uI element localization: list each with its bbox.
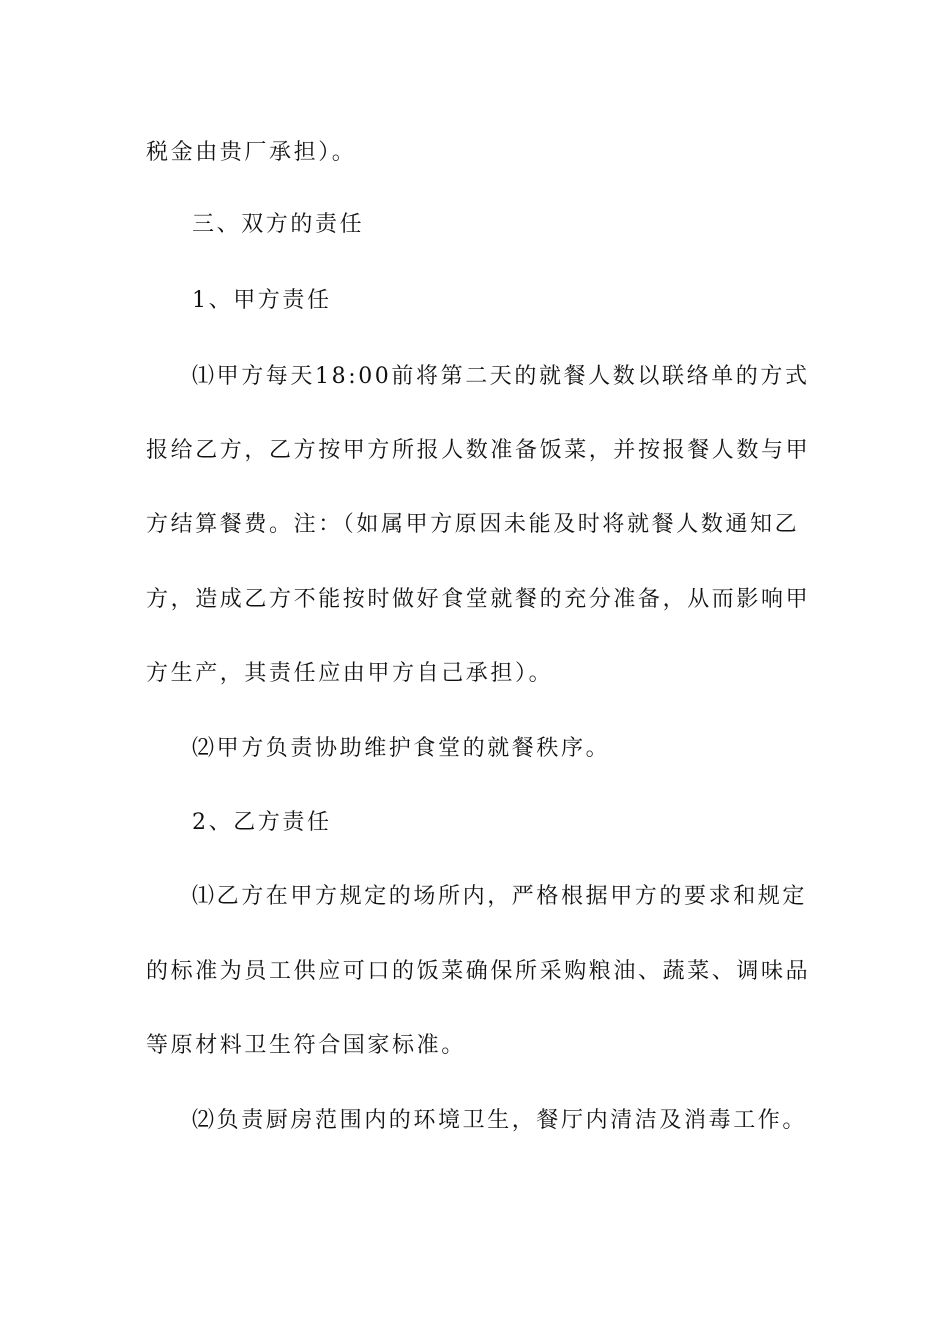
paragraph-line: 税金由贵厂承担）。 bbox=[146, 140, 357, 165]
section-heading: 三、双方的责任 bbox=[192, 212, 365, 237]
subsection-heading: 2、乙方责任 bbox=[192, 810, 332, 835]
paragraph-line: ⑴乙方在甲方规定的场所内，严格根据甲方的要求和规定 bbox=[192, 884, 808, 909]
paragraph-line: 报给乙方，乙方按甲方所报人数准备饭菜，并按报餐人数与甲 bbox=[146, 438, 811, 463]
paragraph-line: 方生产，其责任应由甲方自己承担）。 bbox=[146, 661, 554, 686]
paragraph-line: 等原材料卫生符合国家标准。 bbox=[146, 1033, 466, 1058]
paragraph-line: 方结算餐费。注：（如属甲方原因未能及时将就餐人数通知乙 bbox=[146, 512, 800, 537]
paragraph-line: ⑵甲方负责协助维护食堂的就餐秩序。 bbox=[192, 736, 611, 761]
paragraph-line: 的标准为员工供应可口的饭菜确保所采购粮油、蔬菜、调味品 bbox=[146, 959, 811, 984]
paragraph-line: ⑴甲方每天18:00前将第二天的就餐人数以联络单的方式 bbox=[192, 364, 810, 389]
paragraph-line: ⑵负责厨房范围内的环境卫生，餐厅内清洁及消毒工作。 bbox=[192, 1108, 808, 1133]
subsection-heading: 1、甲方责任 bbox=[192, 288, 332, 313]
paragraph-line: 方，造成乙方不能按时做好食堂就餐的充分准备，从而影响甲 bbox=[146, 587, 811, 612]
